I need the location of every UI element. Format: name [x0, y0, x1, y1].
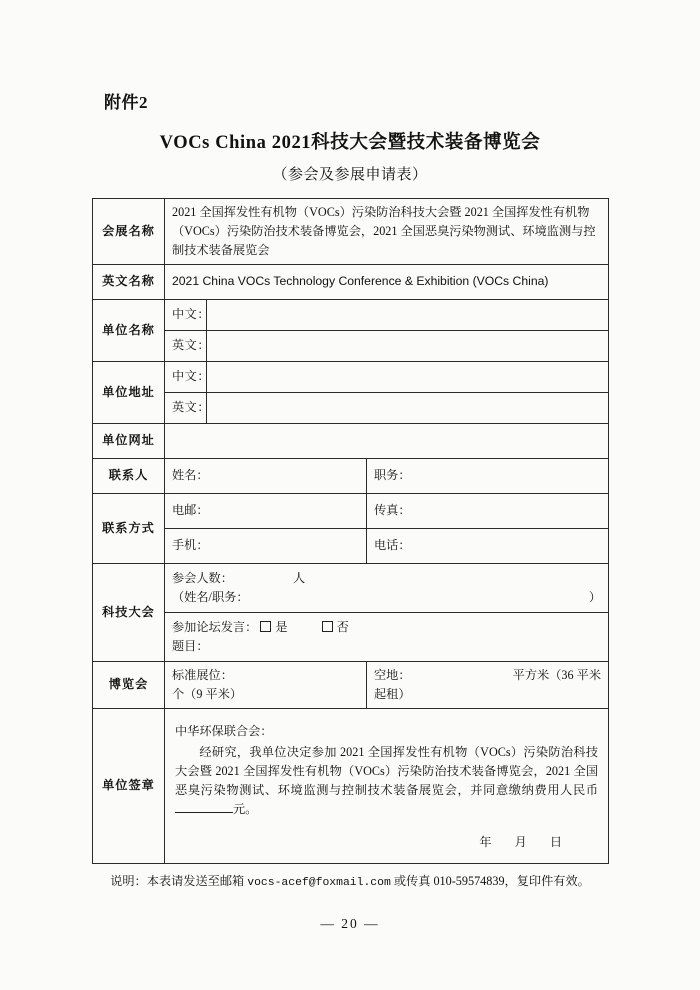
contact-email-field[interactable]: 电邮： [165, 493, 367, 528]
attachment-label: 附件2 [104, 93, 148, 112]
contact-fax-field[interactable]: 传真： [367, 493, 609, 528]
table-row [93, 493, 609, 528]
signature-cell[interactable] [165, 708, 609, 863]
table-row [93, 361, 609, 392]
table-row [93, 528, 609, 563]
unit-address-en-field[interactable] [207, 392, 609, 423]
contact-phone-field[interactable]: 电话： [367, 528, 609, 563]
unit-name-cn-label: 中文： [165, 299, 207, 330]
event-name-value: 2021 全国挥发性有机物（VOCs）污染防治科技大会暨 2021 全国挥发性有机物（VOCs）污染防治技术装备博览会，2021 全国恶臭污染物测试、环境监测与控制技术装备展览会 [165, 199, 609, 265]
table-row [93, 612, 609, 661]
unit-website-label: 单位网址 [93, 423, 165, 458]
table-row [93, 563, 609, 612]
signature-amount-blank[interactable] [175, 812, 233, 813]
page-number: — 20 — [320, 916, 380, 931]
conference-attendees-unit: 人 [293, 570, 306, 585]
contact-way-label: 联系方式 [93, 493, 165, 563]
signature-label: 单位签章 [93, 708, 165, 863]
conference-forum-label: 参加论坛发言： [172, 619, 258, 634]
table-row [93, 708, 609, 863]
unit-address-label: 单位地址 [93, 361, 165, 423]
contact-title-field[interactable]: 职务： [367, 458, 609, 493]
unit-website-field[interactable] [165, 423, 609, 458]
english-name-label: 英文名称 [93, 264, 165, 299]
form-note [0, 872, 700, 889]
expo-booth-unit: 个（9 平米） [172, 686, 243, 701]
application-form [92, 198, 609, 864]
signature-text: 经研究，我单位决定参加 2021 全国挥发性有机物（VOCs）污染防治科技大会暨 2021 全国挥发性有机物（VOCs）污染防治技术装备博览会，2021 全国恶臭污染物测试、环境监测与控制技术装备展览会，并同意缴纳费用人民币 [175, 744, 599, 797]
event-name-label: 会展名称 [93, 199, 165, 265]
conference-name-title-label: （姓名/职务： [172, 589, 249, 604]
conference-forum-cell[interactable] [165, 612, 609, 661]
unit-name-en-field[interactable] [207, 330, 609, 361]
signature-addressee: 中华环保联合会： [175, 724, 273, 738]
table-row [93, 423, 609, 458]
table-row [93, 330, 609, 361]
checkbox-icon[interactable] [322, 621, 333, 632]
table-row [93, 264, 609, 299]
note-email: vocs-acef@foxmail.com [247, 877, 391, 889]
conference-forum-no[interactable]: 否 [336, 619, 349, 634]
contact-mobile-field[interactable]: 手机： [165, 528, 367, 563]
table-row [93, 661, 609, 708]
contact-person-label: 联系人 [93, 458, 165, 493]
table-row [93, 199, 609, 265]
expo-space-label: 空地： [374, 667, 411, 682]
conference-label: 科技大会 [93, 563, 165, 661]
checkbox-icon[interactable] [260, 621, 271, 632]
expo-booth-label: 标准展位： [172, 667, 233, 682]
english-name-value: 2021 China VOCs Technology Conference & Exhibition (VOCs China) [165, 264, 609, 299]
conference-topic-label: 题目： [172, 638, 209, 653]
table-row [93, 392, 609, 423]
expo-booth-cell[interactable] [165, 661, 367, 708]
unit-address-cn-label: 中文： [165, 361, 207, 392]
unit-name-cn-field[interactable] [207, 299, 609, 330]
expo-label: 博览会 [93, 661, 165, 708]
note-prefix: 说明：本表请发送至邮箱 [110, 874, 248, 888]
unit-address-en-label: 英文： [165, 392, 207, 423]
page-title: VOCs China 2021科技大会暨技术装备博览会 [159, 133, 541, 153]
conference-attendees-cell[interactable] [165, 563, 609, 612]
unit-name-label: 单位名称 [93, 299, 165, 361]
conference-name-title-close: ） [588, 589, 602, 604]
contact-name-field[interactable]: 姓名： [165, 458, 367, 493]
signature-date: 年 月 日 [479, 834, 573, 849]
unit-name-en-label: 英文： [165, 330, 207, 361]
conference-forum-yes[interactable]: 是 [275, 619, 288, 634]
unit-address-cn-field[interactable] [207, 361, 609, 392]
note-suffix: 或传真 010-59574839，复印件有效。 [390, 874, 590, 888]
signature-text-tail: 元。 [233, 801, 258, 816]
conference-attendees-label: 参会人数： [172, 570, 233, 585]
page-subtitle: （参会及参展申请表） [272, 167, 428, 183]
expo-space-unit: 平方米（36 平米起租） [374, 667, 602, 701]
table-row [93, 299, 609, 330]
table-row [93, 458, 609, 493]
expo-space-cell[interactable] [367, 661, 609, 708]
